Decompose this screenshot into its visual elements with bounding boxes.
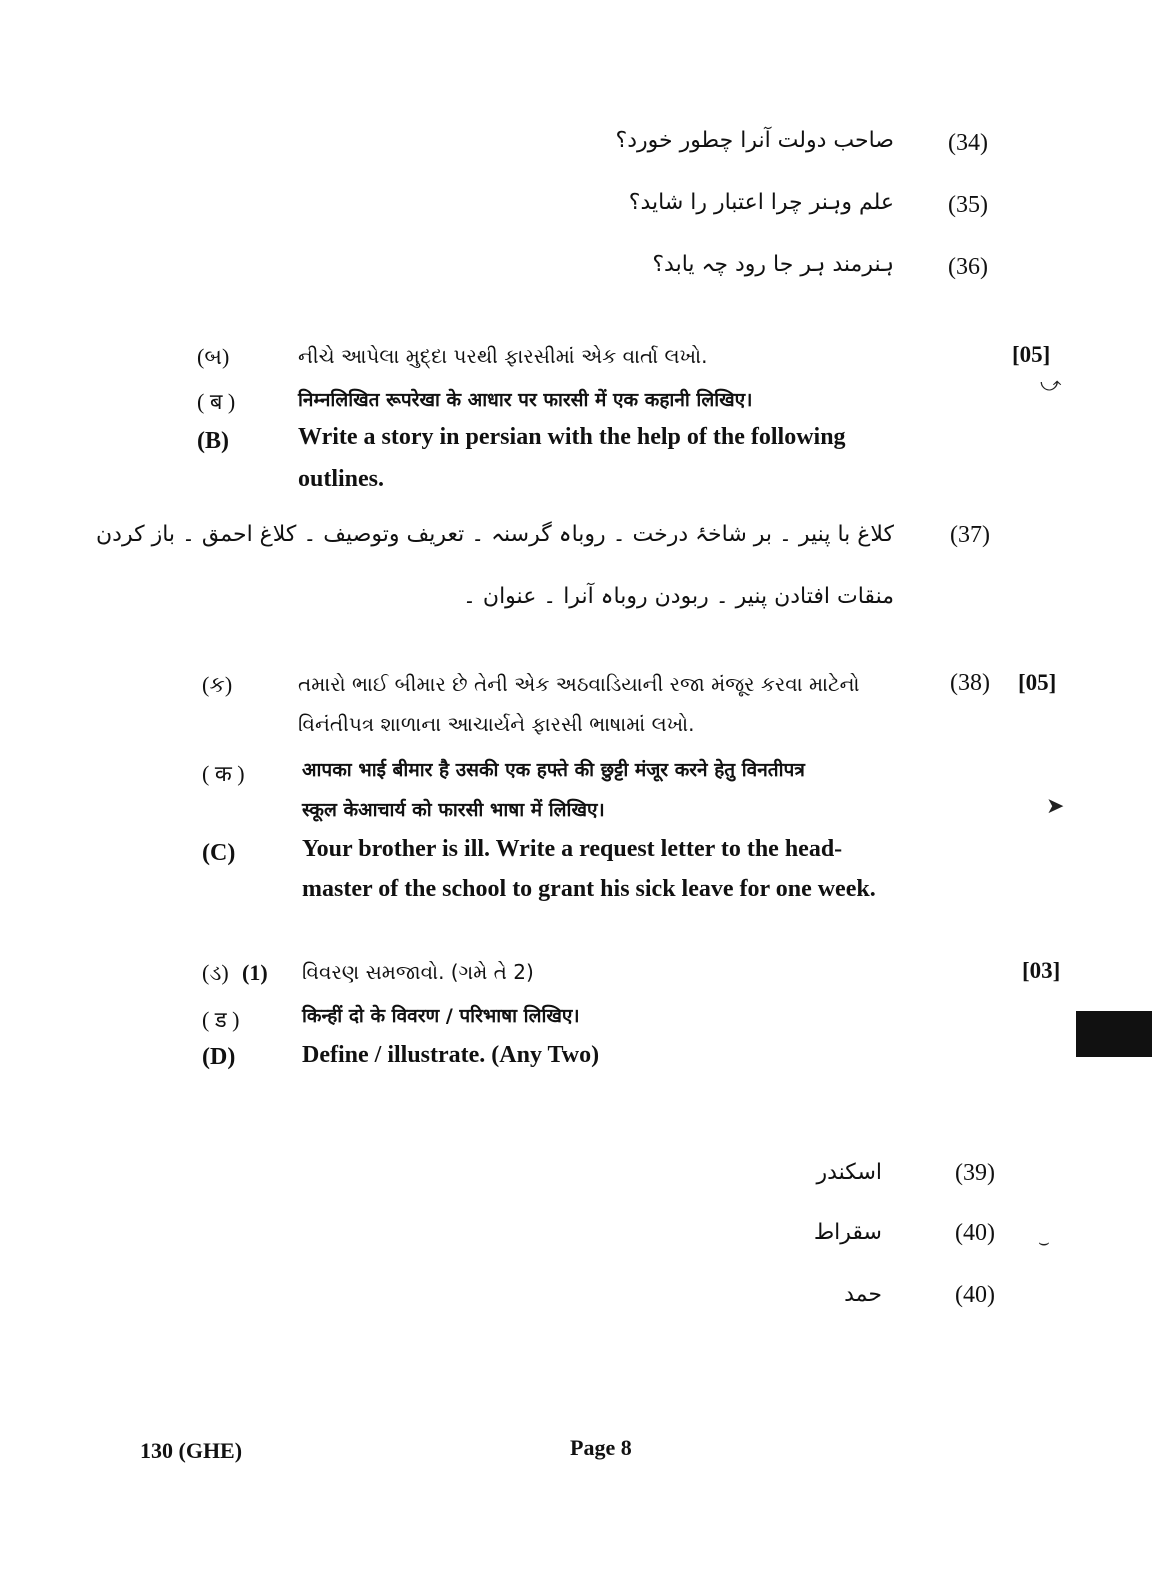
question-40b-text: حمد [844,1282,882,1307]
section-d-sub-number: (1) [242,960,268,985]
section-d-text-english: Define / illustrate. (Any Two) [302,1042,600,1068]
question-35-text: علم وہنر چرا اعتبار را شاید؟ [628,190,894,215]
scan-mark-arrow: ⤻ [1040,372,1062,396]
section-d-label-gujarati: (ડ) [202,960,229,985]
question-34-number: (34) [948,130,988,156]
section-b-text-english-line2: outlines. [298,466,385,492]
section-c-label-hindi: ( क ) [202,761,245,786]
section-b-text-gujarati: નીચે આપેલા મુદ્દા પરથી ફારસીમાં એક વાર્તા લખો. [298,344,708,368]
question-38-number: (38) [950,670,990,696]
question-37-number: (37) [950,522,990,548]
section-b-text-english-line1: Write a story in persian with the help of the following [298,424,846,450]
question-40a-text: سقراط [813,1220,882,1245]
section-c-text-gujarati-line1: તમારો ભાઈ બીમાર છે તેની એક અઠવાડિયાની રજા મંજૂર કરવા માટેનો [298,672,860,696]
question-39-text: اسکندر [816,1160,882,1185]
section-d-label-english: (D) [202,1044,236,1070]
question-40a-number: (40) [955,1220,995,1246]
section-c-text-hindi-line1: आपका भाई बीमार है उसकी एक हफ्ते की छुट्टी मंजूर करने हेतु विनतीपत्र [302,759,805,781]
question-36-number: (36) [948,254,988,280]
section-b-text-hindi: निम्नलिखित रूपरेखा के आधार पर फारसी में एक कहानी लिखिए। [298,389,753,411]
question-37-text-line1: کلاغ با پنیر ۔ بر شاخۂ درخت ۔ روباہ گرسنہ ۔ تعریف وتوصیف ۔ کلاغ احمق ۔ باز کردن [96,522,894,547]
scan-mark-tick: ⌣ [1038,1232,1050,1253]
paper-code: 130 (GHE) [140,1438,243,1463]
question-37-text-line2: منقات افتادن پنیر ۔ ربودن روباہ آنرا ۔ عنوان ۔ [463,584,894,609]
section-d-marks: [03] [1022,958,1061,983]
section-b-label-hindi: ( ब ) [197,389,236,414]
section-c-text-gujarati-line2: વિનંતીપત્ર શાળાના આચાર્યને ફારસી ભાષામાં લખો. [298,712,695,736]
question-40b-number: (40) [955,1282,995,1308]
section-d-text-hindi: किन्हीं दो के विवरण / परिभाषा लिखिए। [302,1005,580,1027]
section-b-label-english: (B) [197,428,229,454]
question-35-number: (35) [948,192,988,218]
scan-black-bar [1076,1011,1152,1057]
question-39-number: (39) [955,1160,995,1186]
section-c-text-hindi-line2: स्कूल केआचार्य को फारसी भाषा में लिखिए। [302,799,605,821]
section-c-label-gujarati: (ક) [202,672,233,697]
section-c-text-english-line2: master of the school to grant his sick leave for one week. [302,876,876,902]
question-36-text: ہنرمند ہر جا رود چہ یابد؟ [652,252,894,277]
scan-mark-pointer: ➤ [1046,794,1065,819]
question-34-text: صاحب دولت آنرا چطور خورد؟ [615,128,894,153]
page-number: Page 8 [570,1435,632,1460]
section-b-label-gujarati: (બ) [197,344,230,369]
section-d-label-hindi: ( ड ) [202,1007,240,1032]
section-c-marks: [05] [1018,670,1057,695]
section-c-text-english-line1: Your brother is ill. Write a request letter to the head- [302,836,843,862]
section-d-text-gujarati: વિવરણ સમજાવો. (ગમે તે 2) [302,960,534,984]
section-b-marks: [05] [1012,342,1051,367]
section-c-label-english: (C) [202,840,236,866]
